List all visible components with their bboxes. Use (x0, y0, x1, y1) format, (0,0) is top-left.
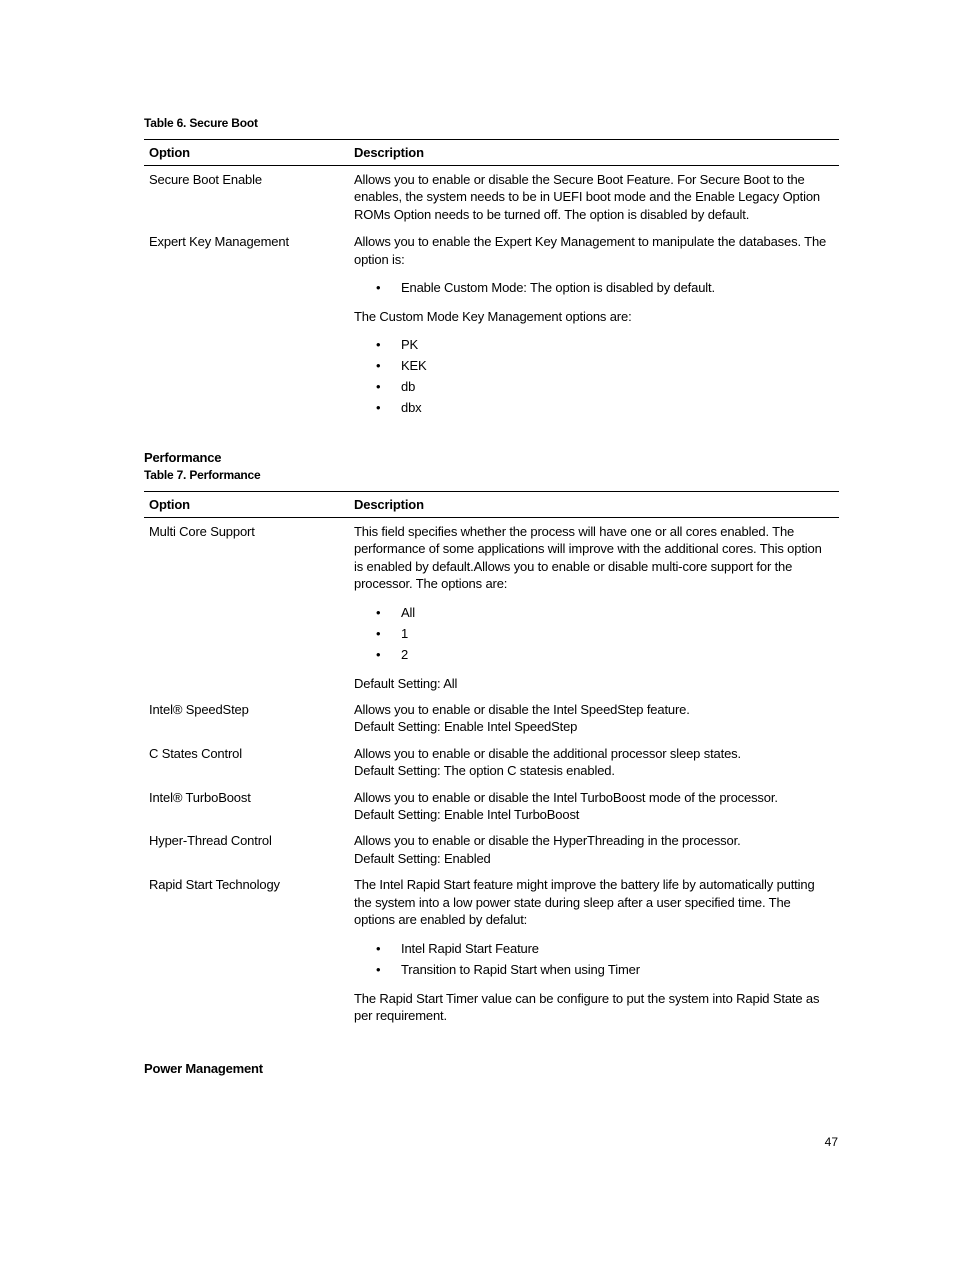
bullet-list (354, 602, 834, 665)
list-item: • All (376, 602, 834, 623)
description-text: The Rapid Start Timer value can be configure to put the system into Rapid State as per requirement. (354, 990, 820, 1023)
list-item: • Intel Rapid Start Feature (376, 938, 834, 959)
description-text: Allows you to enable the Expert Key Management to manipulate the databases. The option is: (354, 234, 827, 267)
option-description (349, 784, 839, 828)
option-description (349, 166, 839, 228)
bullet-list (354, 334, 834, 418)
list-item: • Transition to Rapid Start when using Timer (376, 959, 834, 980)
default-setting: Default Setting: The option C statesis enabled. (354, 763, 615, 779)
column-header-option: Option (144, 140, 349, 166)
option-name: Hyper-Thread Control (149, 833, 272, 849)
table-row (144, 227, 839, 432)
list-item: • Enable Custom Mode: The option is disabled by default. (376, 277, 834, 298)
option-description (349, 518, 839, 697)
option-name: Intel® SpeedStep (149, 702, 249, 718)
option-name: Intel® TurboBoost (149, 789, 251, 805)
table-header-row (144, 140, 839, 166)
list-item: • PK (376, 334, 834, 355)
option-description (349, 827, 839, 871)
list-item: • dbx (376, 397, 834, 418)
option-name: Expert Key Management (149, 234, 289, 250)
option-description (349, 871, 839, 1028)
default-setting: Default Setting: Enable Intel TurboBoost (354, 807, 580, 823)
table-header-row (144, 492, 839, 518)
table-row (144, 518, 839, 697)
description-text: Allows you to enable or disable the Secure Boot Feature. For Secure Boot to the enables, the system needs to be in UEFI boot mode and the Enable Legacy Option ROMs Option needs to be turned off. The option is disabled by default. (354, 172, 820, 222)
description-text: Allows you to enable or disable the HyperThreading in the processor. (354, 833, 741, 849)
table-caption-secure-boot: Table 6. Secure Boot (144, 116, 258, 130)
description-text: Allows you to enable or disable the additional processor sleep states. (354, 745, 741, 761)
default-setting: Default Setting: Enable Intel SpeedStep (354, 719, 578, 735)
list-item: • 2 (376, 644, 834, 665)
page-number: 47 (824, 1135, 838, 1149)
default-setting: Default Setting: All (354, 675, 458, 691)
bullet-list (354, 938, 834, 980)
section-title-power-management: Power Management (144, 1061, 263, 1076)
description-text: This field specifies whether the process will have one or all cores enabled. The performance of some applications will improve with the additional cores. This option is enabled by default.Allows you to enable or disable multi-core support for the processor. The options are: (354, 524, 822, 592)
table-caption-performance: Table 7. Performance (144, 468, 261, 482)
table-row (144, 740, 839, 784)
table-row (144, 696, 839, 740)
table-row (144, 784, 839, 828)
option-name: C States Control (149, 745, 242, 761)
bullet-list (354, 277, 834, 298)
column-header-description: Description (349, 492, 839, 518)
table-row (144, 871, 839, 1028)
column-header-option: Option (144, 492, 349, 518)
section-title-performance: Performance (144, 450, 222, 465)
description-text: Allows you to enable or disable the Intel TurboBoost mode of the processor. (354, 789, 778, 805)
option-description (349, 227, 839, 432)
performance-table (144, 491, 839, 1028)
option-name: Secure Boot Enable (149, 172, 262, 187)
description-text: The Custom Mode Key Management options are: (354, 309, 632, 325)
option-description (349, 696, 839, 740)
column-header-description: Description (349, 140, 839, 166)
description-text: The Intel Rapid Start feature might improve the battery life by automatically putting the system into a low power state during sleep after a user specified time. The options are enabled by defalut: (354, 877, 815, 928)
list-item: • db (376, 376, 834, 397)
option-description (349, 740, 839, 784)
list-item: • KEK (376, 355, 834, 376)
table-row (144, 827, 839, 871)
description-text: Allows you to enable or disable the Intel SpeedStep feature. (354, 702, 690, 718)
default-setting: Default Setting: Enabled (354, 850, 491, 866)
list-item: • 1 (376, 623, 834, 644)
secure-boot-table (144, 139, 839, 432)
option-name: Rapid Start Technology (149, 877, 280, 893)
table-row (144, 166, 839, 228)
option-name: Multi Core Support (149, 524, 255, 539)
